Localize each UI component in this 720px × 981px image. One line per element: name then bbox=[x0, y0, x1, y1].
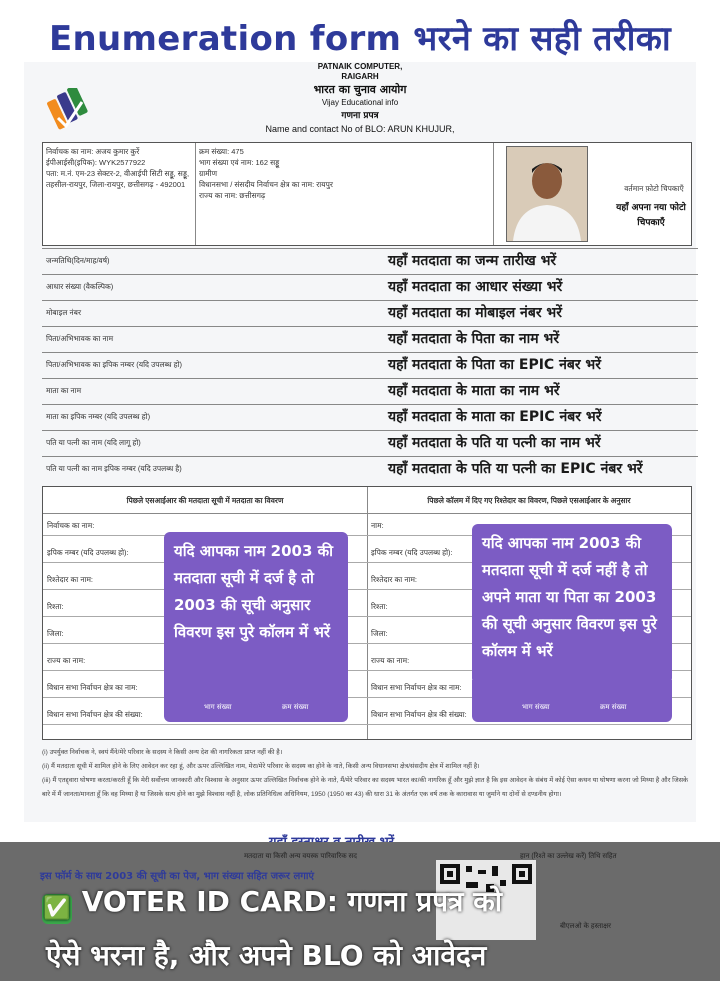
detail-row-label: मोबाइल नंबर bbox=[46, 308, 82, 317]
declaration-2: (ii) मैं मतदाता सूची में शामिल होने के लिए आवेदन कर रहा हूं, और ऊपर उल्लिखित नाम, मेरा/मेरे परिवार के सदस्य का होने के नाते, किसी अन्य विधानसभा क्षेत्र/संसदीय क्षेत्र में शामिल नहीं है। bbox=[42, 763, 480, 770]
blo-signature-label: बीएलओ के हस्ताक्षर bbox=[560, 923, 611, 930]
shop-line-2: RAIGARH bbox=[341, 72, 379, 81]
detail-row-label: पति या पत्नी का नाम (यदि लागू हो) bbox=[46, 438, 141, 447]
detail-row-value[interactable]: यहाँ मतदाता के पिता का EPIC नंबर भरें bbox=[388, 357, 601, 373]
detail-row-label: पिता/अभिभावक का इपिक नम्बर (यदि उपलब्ध हो) bbox=[46, 360, 183, 369]
sir-field-label: रिश्तेदार का नाम: bbox=[47, 575, 94, 584]
detail-row-label: आधार संख्या (वैकल्पिक) bbox=[46, 282, 114, 291]
sir-field-label: विधान सभा निर्वाचन क्षेत्र का नाम: bbox=[47, 683, 138, 692]
detail-row-value[interactable]: यहाँ मतदाता का मोबाइल नंबर भरें bbox=[388, 305, 562, 321]
sir-field-label: विधान सभा निर्वाचन क्षेत्र की संख्या: bbox=[371, 710, 467, 719]
elector-name: निर्वाचक का नाम: अजय कुमार कुर्रे bbox=[46, 147, 140, 156]
detail-row-label: पति या पत्नी का नाम इपिक नम्बर (यदि उपलब्ध है) bbox=[46, 464, 182, 473]
detail-row bbox=[42, 300, 698, 325]
signature-left-caption: मतदाता या किसी अन्य वयस्क पारिवारिक सद bbox=[244, 853, 357, 860]
detail-row bbox=[42, 248, 698, 273]
sir-field-label: निर्वाचक का नाम: bbox=[47, 521, 95, 530]
banner-line-2: ऐसे भरना है, और अपने BLO को आवेदन bbox=[46, 939, 487, 972]
blo-line: Name and contact No of BLO: ARUN KHUJUR, bbox=[265, 124, 455, 134]
right-heading: पिछले कॉलम में दिए गए रिश्तेदार का विवरण, पिछले एसआईआर के अनुसार bbox=[427, 496, 631, 505]
signature-right-caption: हान (रिश्ते का उल्लेख करें) तिथि सहित bbox=[520, 853, 617, 860]
detail-row bbox=[42, 456, 698, 481]
page-title: Enumeration form भरने का सही तरीका bbox=[49, 19, 671, 59]
detail-row-value[interactable]: यहाँ मतदाता के माता का EPIC नंबर भरें bbox=[388, 409, 602, 425]
photo-note: वर्तमान फ़ोटो चिपकाएँ bbox=[624, 184, 684, 193]
photo-hint: यहाँ अपना नया फोटो चिपकाएँ bbox=[616, 203, 686, 228]
detail-row-value[interactable]: यहाँ मतदाता का जन्म तारीख भरें bbox=[388, 253, 557, 269]
left-instruction-box: यदि आपका नाम 2003 की मतदाता सूची में दर्ज है तो 2003 की सूची अनुसार विवरण इस पुरे कॉलम में भरें bbox=[164, 532, 348, 708]
detail-row-label: माता का नाम bbox=[46, 386, 82, 395]
voter-photo bbox=[506, 146, 588, 242]
sir-field-label: रिश्तेदार का नाम: bbox=[371, 575, 418, 584]
banner-line-1 bbox=[42, 882, 502, 924]
sir-field-label: रिश्ता: bbox=[371, 602, 388, 611]
sir-row-divider bbox=[367, 724, 691, 725]
right-instruction-box: यदि आपका नाम 2003 की मतदाता सूची में दर्ज नहीं है तो अपने माता या पिता का 2003 की सूची अनुसार विवरण इस पुरे कॉलम में भरें bbox=[472, 524, 672, 684]
attach-note: इस फॉर्म के साथ 2003 की सूची का पेज, भाग संख्या सहित जरूर लगाएं bbox=[40, 871, 315, 882]
banner-line-1-text: VOTER ID CARD: गणना प्रपत्र को bbox=[81, 885, 502, 918]
sir-field-label: इपिक नम्बर (यदि उपलब्ध हो): bbox=[371, 548, 453, 557]
right-part-cells bbox=[472, 680, 672, 722]
shop-line-1: PATNAIK COMPUTER, bbox=[317, 62, 403, 71]
detail-row bbox=[42, 378, 698, 403]
sir-field-label: विधान सभा निर्वाचन क्षेत्र की संख्या: bbox=[47, 710, 143, 719]
rural-tag: ग्रामीण bbox=[199, 169, 218, 178]
sir-row-divider bbox=[43, 724, 367, 725]
commission-name: भारत का चुनाव आयोग bbox=[313, 83, 407, 96]
detail-row-label: जन्मतिथि(दिन/माह/वर्ष) bbox=[46, 256, 110, 265]
detail-row bbox=[42, 430, 698, 455]
left-part-cells bbox=[164, 692, 348, 722]
sir-field-label: रिश्ता: bbox=[47, 602, 64, 611]
declarations bbox=[42, 746, 692, 802]
left-heading: पिछले एसआईआर की मतदाता सूची में मतदाता का विवरण bbox=[126, 496, 284, 505]
state-name: राज्य का नाम: छत्तीसगढ़ bbox=[199, 191, 266, 200]
address: पता: म.नं. एम-23 सेक्टर-2, वीआईपी सिटी सड्डू, सड्डू, तहसील-रायपुर, जिला-रायपुर, छत्तीसगढ़ - 492001 bbox=[46, 169, 190, 189]
form-name: गणना प्रपत्र bbox=[341, 111, 379, 121]
detail-row bbox=[42, 326, 698, 351]
detail-row bbox=[42, 274, 698, 299]
declaration-3: (iii) मैं एतद्द्वारा घोषणा करता/करती हूँ कि मेरी सर्वोत्तम जानकारी और विश्वास के अनुसार ऊपर उल्लिखित निर्वाचक होने के नाते, मैं/मेरे परिवार का सदस्य भारत का/की नागरिक हूँ और मुझे ज्ञात है कि इस आवेदन के संबंध में कोई ऐसा कथन या घोषणा करना जो मिथ्या है और जिसके बारे में मैं जानता/मानता हूँ कि वह मिथ्या है या जिसके सत्य होने का मुझे विश्वास नहीं है, लोक प्रतिनिधित्व अधिनियम, 1950 (1950 का 43) की धारा 31 के अंतर्गत एक वर्ष तक के कारावास या जुर्माने या दोनों से दण्डनीय होगा। bbox=[42, 777, 689, 798]
sir-field-label: विधान सभा निर्वाचन क्षेत्र का नाम: bbox=[371, 683, 462, 692]
sir-field-label: नाम: bbox=[371, 521, 384, 530]
sir-field-label: राज्य का नाम: bbox=[371, 656, 410, 665]
part-no-label-right: भाग संख्या bbox=[522, 703, 550, 711]
detail-row-value[interactable]: यहाँ मतदाता के पिता का नाम भरें bbox=[388, 331, 560, 347]
detail-row bbox=[42, 404, 698, 429]
detail-row-value[interactable]: यहाँ मतदाता का आधार संख्या भरें bbox=[388, 279, 563, 295]
serial-no-label-right: क्रम संख्या bbox=[600, 703, 627, 711]
educational-line: Vijay Educational info bbox=[321, 98, 399, 107]
part-no-label: भाग संख्या bbox=[204, 703, 232, 711]
detail-row-value[interactable]: यहाँ मतदाता के पति या पत्नी का EPIC नंबर भरें bbox=[388, 461, 643, 477]
detail-row-value[interactable]: यहाँ मतदाता के माता का नाम भरें bbox=[388, 383, 560, 399]
serial-no-label: क्रम संख्या bbox=[282, 703, 309, 711]
serial-number: क्रम संख्या: 475 bbox=[199, 147, 244, 156]
sir-field-label: इपिक नम्बर (यदि उपलब्ध हो): bbox=[47, 548, 129, 557]
declaration-1: (i) उपर्युक्त निर्वाचक ने, स्वयं मैंने/मेरे परिवार के सदस्य ने किसी अन्य देश की नागरिकता प्राप्त नहीं की है। bbox=[42, 749, 283, 756]
enumeration-form bbox=[24, 62, 696, 822]
sir-field-label: राज्य का नाम: bbox=[47, 656, 86, 665]
voter-info-box bbox=[42, 142, 692, 246]
detail-row-value[interactable]: यहाँ मतदाता के पति या पत्नी का नाम भरें bbox=[388, 435, 601, 451]
check-icon: ✅ bbox=[42, 894, 72, 924]
assembly-name: विधानसभा / संसदीय निर्वाचन क्षेत्र का नाम: रायपुर bbox=[199, 180, 333, 189]
detail-row-label: माता का इपिक नम्बर (यदि उपलब्ध हो) bbox=[46, 412, 151, 421]
part-number: भाग संख्या एवं नाम: 162 सड्डू bbox=[199, 158, 280, 167]
sir-field-label: जिला: bbox=[47, 629, 64, 638]
sir-field-label: जिला: bbox=[371, 629, 388, 638]
detail-row bbox=[42, 352, 698, 377]
bottom-banner bbox=[0, 842, 720, 981]
epic-number: ईपीआईसी(इपिक): WYK2577922 bbox=[46, 158, 146, 167]
detail-row-label: पिता/अभिभावक का नाम bbox=[46, 334, 114, 343]
